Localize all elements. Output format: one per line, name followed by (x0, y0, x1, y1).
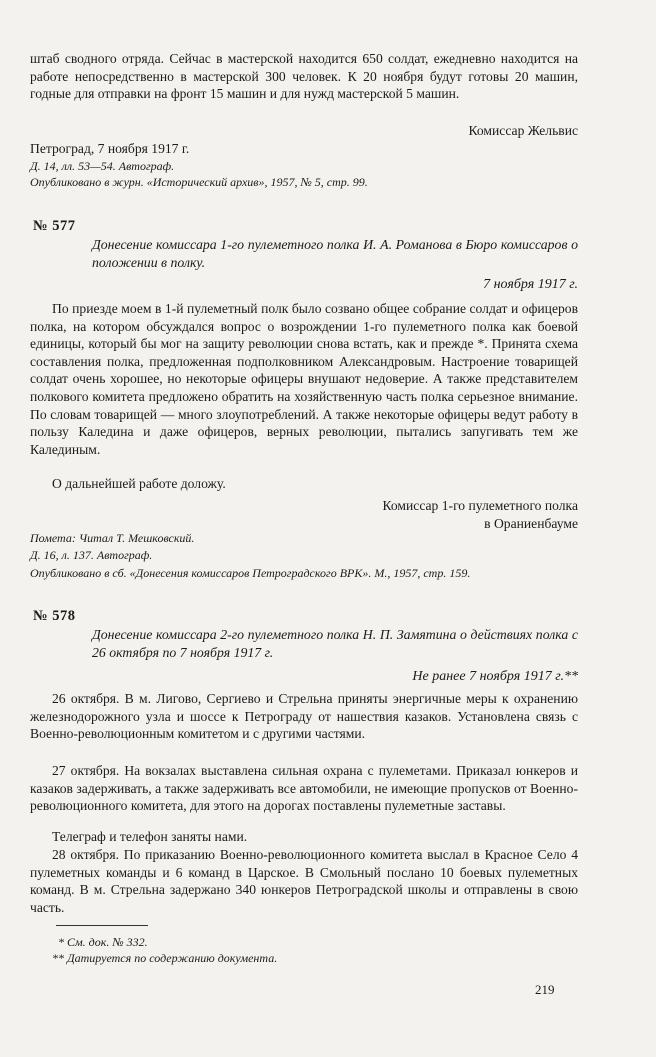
doc-577-signature-line-1: Комиссар 1-го пулеметного полка (382, 498, 578, 513)
page-number: 219 (535, 982, 555, 997)
doc-577-title: Донесение комиссара 1-го пулеметного полка И. А. Романова в Бюро комиссаров о положении в полку. (92, 237, 578, 270)
doc-578-title: Донесение комиссара 2-го пулеметного полка Н. П. Замятина о действиях полка с 26 октября по 7 ноября 1917 г. (92, 627, 578, 660)
doc-578-paragraph-2: 27 октября. На вокзалах выставлена сильная охрана с пулеметами. Приказал юнкеров и казаков задерживать, а также задерживать все автомобили, не имеющие пропусков от Военно-революционного комитета, для этого на дорогах поставлены пулеметные заставы. (30, 763, 578, 814)
intro-source: Д. 14, лл. 53—54. Автограф. (30, 159, 175, 173)
intro-published: Опубликовано в журн. «Исторический архив», 1957, № 5, стр. 99. (30, 175, 368, 189)
intro-paragraph: штаб сводного отряда. Сейчас в мастерской находится 650 солдат, ежедневно находится на работе непосредственно в мастерской 300 человек. К 20 ноября будут готовы 20 машин, годные для отправки на фронт 15 машин и для нужд мастерской 5 машин. (30, 51, 578, 102)
doc-578-paragraph-1: 26 октября. В м. Лигово, Сергиево и Стрельна приняты энергичные меры к охранению железнодорожного узла и шоссе к Петрограду от нашествия казаков. Установлена связь с Военно-революционным комитетом и с другими частями. (30, 691, 578, 742)
doc-577-source: Д. 16, л. 137. Автограф. (30, 548, 153, 562)
doc-577-paragraph-1: По приезде моем в 1-й пулеметный полк было созвано общее собрание солдат и офицеров полка, на котором обсуждался вопрос о возрождении 1-го пулеметного полка как боевой единицы, который бы мог на защиту революции снова встать, как и прежде *. Принята схема составления полка, предложенная подполковником Александровым. Настроение товарищей солдат очень хорошее, но некоторые офицеры внушают недоверие. А также представителем полкового комитета предложено обратить на хозяйственную часть полка серьезное внимание. По словам товарищей — много злоупотреблений. А также некоторые офицеры ведут работу в пользу Каледина и даже офицеров, верных революции, пытались запугивать тем же Калединым. (30, 301, 578, 457)
intro-signature: Комиссар Жельвис (468, 123, 578, 138)
doc-577-note: Помета: Читал Т. Мешковский. (30, 531, 195, 545)
doc-577-published: Опубликовано в сб. «Донесения комиссаров Петроградского ВРК». М., 1957, стр. 159. (30, 566, 471, 580)
footnote-1: * См. док. № 332. (58, 935, 148, 949)
footnote-divider (56, 925, 148, 926)
intro-place-date: Петроград, 7 ноября 1917 г. (30, 141, 190, 156)
doc-578-paragraph-4: 28 октября. По приказанию Военно-революционного комитета выслал в Красное Село 4 пулеметных команды и 6 команд в Царское. В Смольный послано 10 боевых пулеметных команд. В м. Стрельна задержано 340 юнкеров Петроградской школы и отправлены в свою часть. (30, 847, 578, 915)
doc-577-signature-line-2: в Ораниенбауме (484, 516, 578, 531)
doc-578-paragraph-3: Телеграф и телефон заняты нами. (52, 829, 248, 844)
doc-578-number: № 578 (33, 608, 76, 624)
doc-577-paragraph-2: О дальнейшей работе доложу. (52, 476, 226, 491)
doc-577-date: 7 ноября 1917 г. (483, 277, 578, 292)
doc-578-date: Не ранее 7 ноября 1917 г.** (412, 669, 578, 684)
footnote-2: ** Датируется по содержанию документа. (52, 951, 278, 965)
doc-577-number: № 577 (33, 218, 76, 234)
